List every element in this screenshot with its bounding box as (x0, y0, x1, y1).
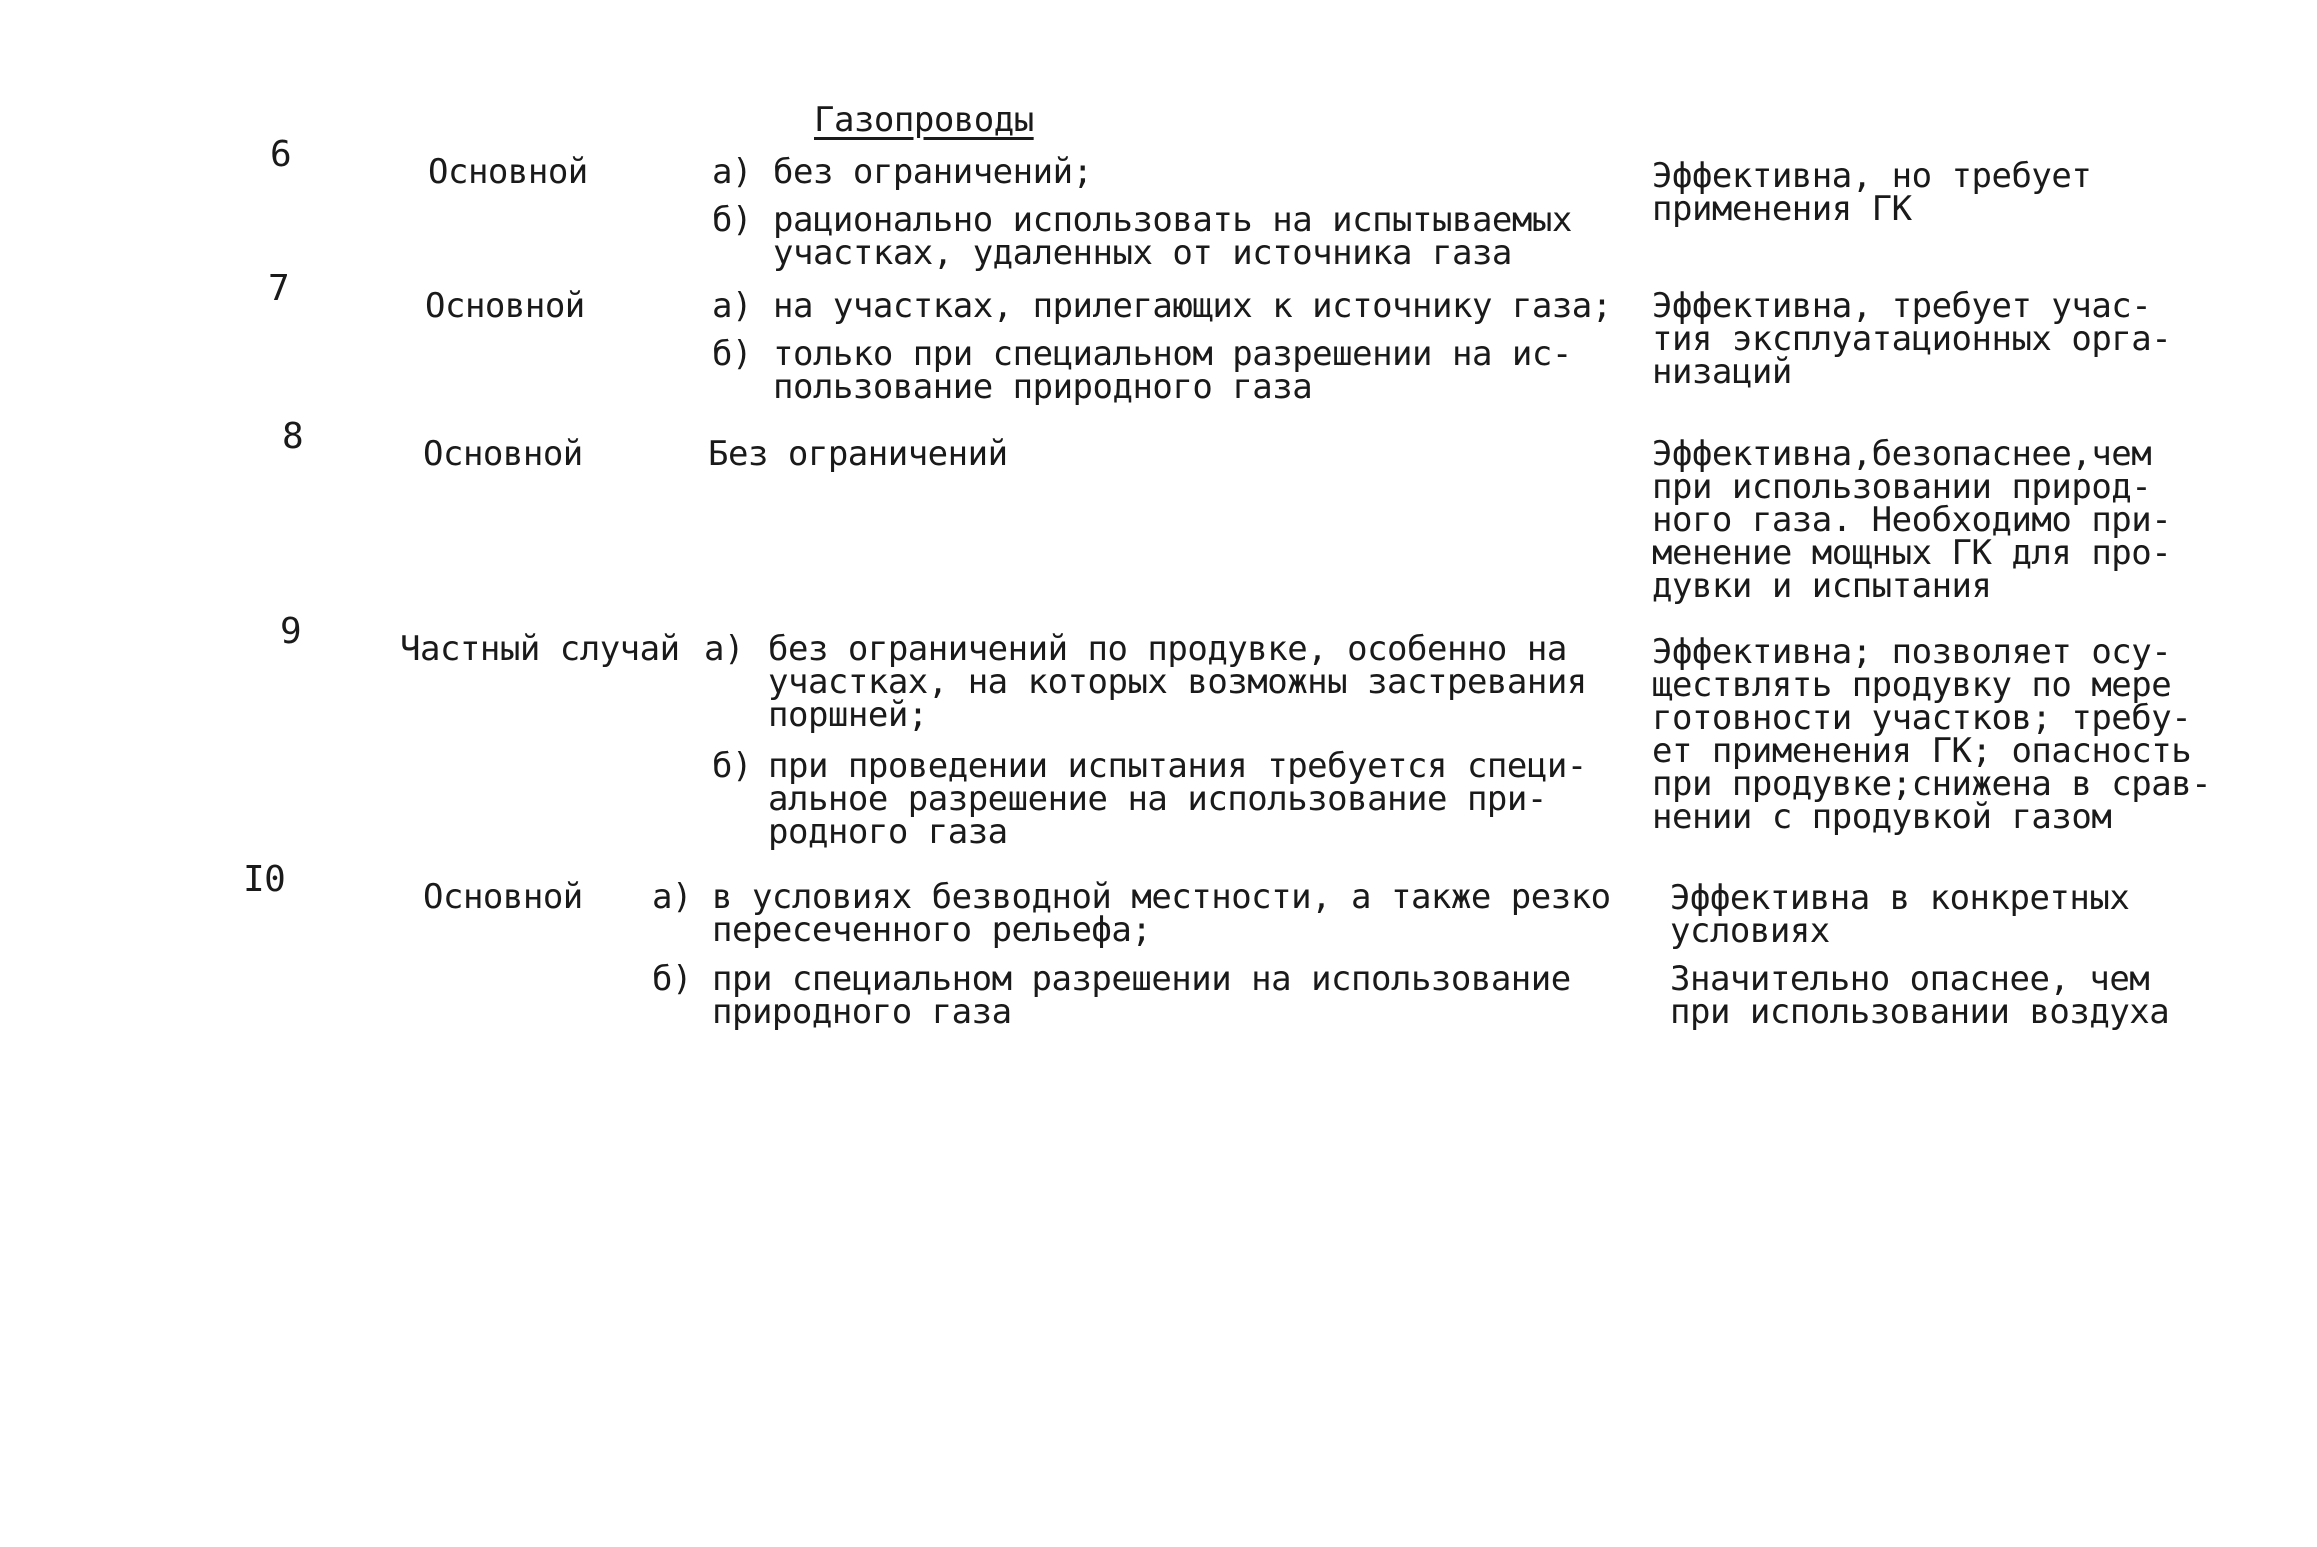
row-number: 9 (280, 611, 302, 652)
condition-text-line: рационально использовать на испытываемых (773, 200, 1572, 240)
row-type: Основной (428, 152, 588, 192)
evaluation-text-line: низаций (1652, 352, 1792, 392)
evaluation-text-line: Эффективна,безопаснее,чем (1652, 434, 2152, 474)
condition-label: а) (712, 286, 752, 326)
evaluation-text-line: нении с продувкой газом (1652, 797, 2112, 837)
row-type: Основной (423, 877, 583, 917)
condition-label: а) (652, 877, 692, 917)
section-title: Газопроводы (814, 100, 1034, 140)
row-number: I0 (243, 859, 286, 900)
evaluation-text-line: Значительно опаснее, чем (1670, 959, 2150, 999)
condition-text-line: родного газа (768, 812, 1008, 852)
evaluation-text-line: Эффективна в конкретных (1670, 878, 2130, 918)
row-type: Частный случай (400, 629, 680, 669)
evaluation-text-line: Эффективна; позволяет осу- (1652, 632, 2172, 672)
evaluation-text-line: Эффективна, требует учас- (1652, 286, 2152, 326)
condition-text-line: пересеченного рельефа; (712, 910, 1152, 950)
evaluation-text-line: ет применения ГК; опасность (1652, 731, 2192, 771)
condition-label: б) (712, 334, 752, 374)
evaluation-text-line: готовности участков; требу- (1652, 698, 2192, 738)
row-number: 7 (268, 268, 290, 309)
condition-label: б) (712, 746, 752, 786)
condition-text-line: пользование природного газа (773, 367, 1313, 407)
condition-text-line: альное разрешение на использование при- (768, 779, 1547, 819)
row-number: 8 (282, 416, 304, 457)
condition-text-line: при проведении испытания требуется специ- (768, 746, 1587, 786)
condition-label: а) (712, 152, 752, 192)
evaluation-text-line: менение мощных ГК для про- (1652, 533, 2172, 573)
condition-label: б) (652, 959, 692, 999)
condition-text-line: участках, на которых возможны застревания (768, 662, 1587, 702)
row-type: Основной (425, 286, 585, 326)
evaluation-text-line: ного газа. Необходимо при- (1652, 500, 2172, 540)
evaluation-text-line: Эффективна, но требует (1652, 156, 2092, 196)
condition-text-line: поршней; (768, 695, 928, 735)
row-type: Основной (423, 434, 583, 474)
evaluation-text-line: при продувке;снижена в срав- (1652, 764, 2212, 804)
evaluation-text-line: дувки и испытания (1652, 566, 1992, 606)
evaluation-text-line: условиях (1670, 911, 1830, 951)
condition-text-line: при специальном разрешении на использование (712, 959, 1571, 999)
evaluation-text-line: тия эксплуатационных орга- (1652, 319, 2172, 359)
condition-text-line: только при специальном разрешении на ис- (773, 334, 1572, 374)
condition-text-line: Без ограничений (708, 434, 1008, 474)
condition-label: а) (704, 629, 744, 669)
condition-text-line: в условиях безводной местности, а также резко (712, 877, 1611, 917)
condition-label: б) (712, 200, 752, 240)
condition-text-line: на участках, прилегающих к источнику газа; (773, 286, 1612, 326)
condition-text-line: без ограничений по продувке, особенно на (768, 629, 1567, 669)
evaluation-text-line: при использовании воздуха (1670, 992, 2170, 1032)
condition-text-line: природного газа (712, 992, 1012, 1032)
row-number: 6 (270, 134, 292, 175)
evaluation-text-line: при использовании природ- (1652, 467, 2152, 507)
condition-text-line: без ограничений; (773, 152, 1093, 192)
evaluation-text-line: ществлять продувку по мере (1652, 665, 2172, 705)
condition-text-line: участках, удаленных от источника газа (773, 233, 1512, 273)
evaluation-text-line: применения ГК (1652, 189, 1912, 229)
